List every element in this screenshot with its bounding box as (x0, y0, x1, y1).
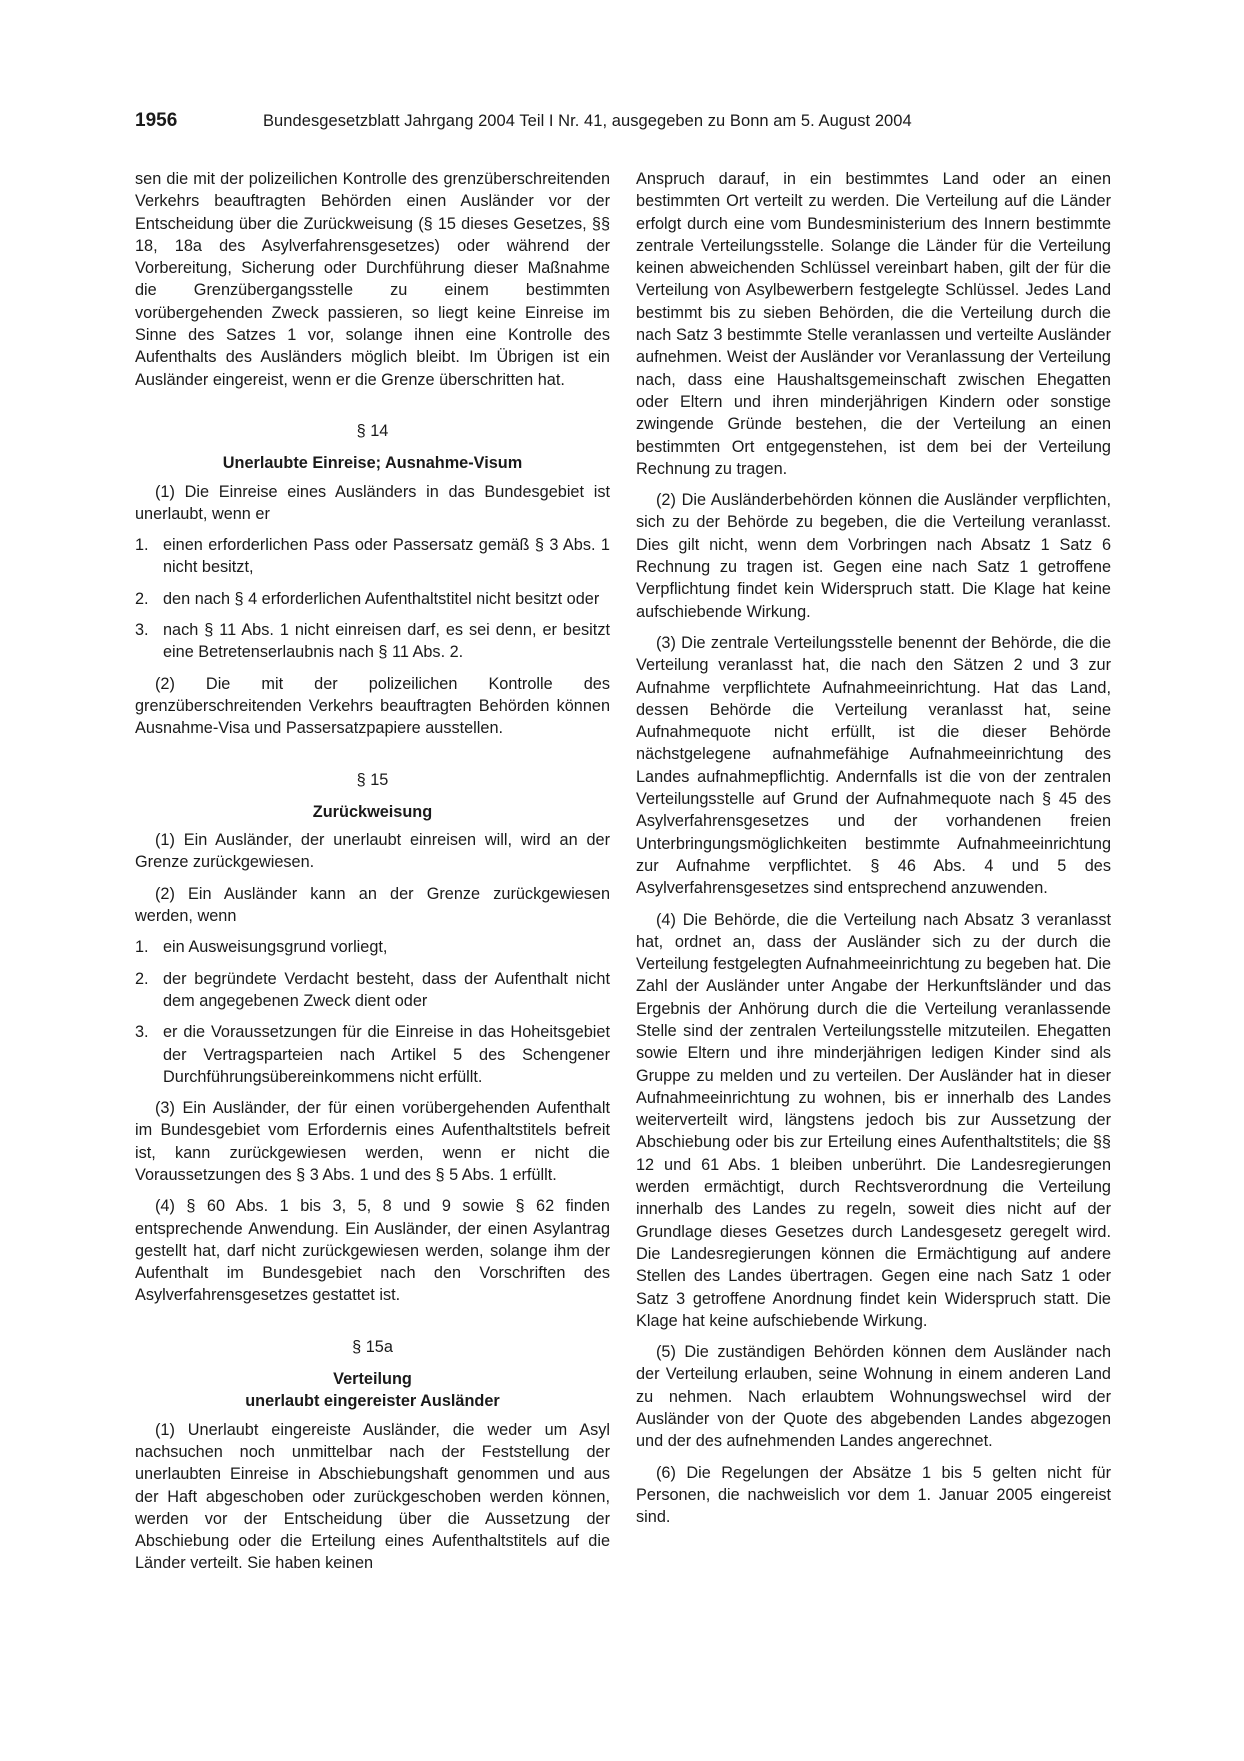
section-15-title: Zurückweisung (312, 802, 433, 821)
section-14-paragraph-2: (2) Die mit der polizeilichen Kontrolle des grenzüberschreitenden Verkehrs beauftragten Behörden können Ausnahme-Visa und Passersatzpapiere ausstellen. (135, 674, 610, 738)
intro-paragraph: sen die mit der polizeilichen Kontrolle des grenzüberschreitenden Verkehrs beauftragten Behörden einen Ausländer vor der Entscheidung über die Zurückweisung (§ 15 dieses Gesetzes, §§ 18, 18a des Asylverfahrensgesetzes) oder während der Vorbereitung, Sicherung oder Durchführung dieser Maßnahme die Grenzübergangsstelle zu einem bestimmten vorübergehenden Zweck passieren, so liegt keine Einreise im Sinne des Satzes 1 vor, solange ihnen eine Kontrolle des Aufenthalts des Ausländers möglich bleibt. Im Übrigen ist ein Ausländer eingereist, wenn er die Grenze überschritten hat. (135, 170, 610, 389)
page-header (135, 110, 995, 138)
section-14-list (135, 534, 610, 663)
section-14-paragraph-1: (1) Die Einreise eines Ausländers in das Bundesgebiet ist unerlaubt, wenn er (135, 482, 610, 523)
section-15a-number: § 15a (352, 1337, 393, 1356)
left-column (135, 168, 610, 1584)
list-item: 1. ein Ausweisungsgrund vorliegt, (135, 938, 388, 957)
list-item: 3. nach § 11 Abs. 1 nicht einreisen darf, es sei denn, er besitzt eine Betretenserlaubnis nach § 11 Abs. 2. (135, 621, 610, 662)
right-column (636, 168, 1111, 1538)
list-item: 3. er die Voraussetzungen für die Einreise in das Hoheitsgebiet der Vertragsparteien nach Artikel 5 des Schengener Durchführungsübereinkommens nicht erfüllt. (135, 1023, 610, 1086)
section-15a-paragraph-4: (4) Die Behörde, die die Verteilung nach Absatz 3 veranlasst hat, ordnet an, dass der Ausländer sich zu der durch die Verteilung festgelegten Aufnahmeeinrichtung zu begeben hat. Die Zahl der Ausländer unter Angabe der Herkunftsländer und das Ergebnis der Anhörung durch die die Verteilung veranlassende Stelle sind der zentralen Verteilungsstelle mitzuteilen. Ehegatten sowie Eltern und ihre minderjährigen ledigen Kinder sind als Gruppe zu melden und zu verteilen. Der Ausländer hat in dieser Aufnahmeeinrichtung zu wohnen, bis er innerhalb des Landes weiterverteilt wird, längstens jedoch bis zur Aussetzung der Abschiebung oder bis zur Erteilung eines Aufenthaltstitels; die §§ 12 und 61 Abs. 1 bleiben unberührt. Die Landesregierungen werden ermächtigt, durch Rechtsverordnung die Verteilung innerhalb des Landes zu regeln, soweit dies nicht auf der Grundlage dieses Gesetzes durch Landesgesetz geregelt wird. Die Landesregierungen können die Ermächtigung auf andere Stellen des Landes übertragen. Gegen eine nach Satz 1 oder Satz 3 getroffene Anordnung findet kein Widerspruch statt. Die Klage hat keine aufschiebende Wirkung. (636, 910, 1111, 1330)
section-15-paragraph-3: (3) Ein Ausländer, der für einen vorübergehenden Aufenthalt im Bundesgebiet vom Erfordernis eines Aufenthaltstitels befreit ist, kann zurückgewiesen werden, wenn er nicht die Voraussetzungen des § 3 Abs. 1 und des § 5 Abs. 1 erfüllt. (135, 1099, 610, 1184)
list-item: 2. den nach § 4 erforderlichen Aufenthaltstitel nicht besitzt oder (135, 589, 600, 608)
section-15-list (135, 936, 610, 1088)
section-15-paragraph-1: (1) Ein Ausländer, der unerlaubt einreisen will, wird an der Grenze zurückgewiesen. (135, 831, 610, 872)
page-number: 1956 (135, 110, 178, 131)
section-15a-paragraph-3: (3) Die zentrale Verteilungsstelle benennt der Behörde, die die Verteilung veranlasst hat, die nach den Sätzen 2 und 3 zur Aufnahme verpflichtete Aufnahmeeinrichtung. Hat das Land, dessen Behörde die Verteilung veranlasst hat, seine Aufnahmequote nicht erfüllt, ist die dieser Behörde nächstgelegene aufnahmefähige Aufnahmeeinrichtung des Landes aufnahmepflichtig. Andernfalls ist die von der zentralen Verteilungsstelle auf Grund der Aufnahmequote nach § 45 des Asylverfahrensgesetzes und der vorhandenen freien Unterbringungsmöglichkeiten bestimmte Aufnahmeeinrichtung zur Aufnahme verpflichtet. § 46 Abs. 4 und 5 des Asylverfahrensgesetzes sind entsprechend anzuwenden. (636, 633, 1111, 898)
section-15-paragraph-4: (4) § 60 Abs. 1 bis 3, 5, 8 und 9 sowie § 62 finden entsprechende Anwendung. Ein Ausländer, der einen Asylantrag gestellt hat, darf nicht zurückgewiesen werden, solange ihm der Aufenthalt im Bundesgebiet nach den Vorschriften des Asylverfahrensgesetzes gestattet ist. (135, 1197, 610, 1305)
list-item: 2. der begründete Verdacht besteht, dass der Aufenthalt nicht dem angegebenen Zweck dient oder (135, 969, 610, 1010)
section-15a-paragraph-1: (1) Unerlaubt eingereiste Ausländer, die weder um Asyl nachsuchen noch unmittelbar nach der Feststellung der unerlaubten Einreise in Abschiebungshaft genommen und aus der Haft abgeschoben oder zurückgeschoben werden können, werden vor der Entscheidung über die Aussetzung der Abschiebung oder die Erteilung eines Aufenthaltstitels auf die Länder verteilt. Sie haben keinen (135, 1420, 610, 1573)
list-item: 1. einen erforderlichen Pass oder Passersatz gemäß § 3 Abs. 1 nicht besitzt, (135, 536, 610, 577)
section-15a-title-line-2: unerlaubt eingereister Ausländer (245, 1392, 500, 1411)
section-14-number: § 14 (356, 421, 389, 440)
section-15a-paragraph-5: (5) Die zuständigen Behörden können dem Ausländer nach der Verteilung erlauben, seine Wohnung in einem anderen Land zu nehmen. Nach erlaubtem Wohnungswechsel wird der Ausländer von der Quote des abgebenden Landes abgezogen und der des aufnehmenden Landes angerechnet. (636, 1343, 1111, 1451)
section-14-title: Unerlaubte Einreise; Ausnahme-Visum (222, 454, 523, 473)
section-15-paragraph-2: (2) Ein Ausländer kann an der Grenze zurückgewiesen werden, wenn (135, 884, 610, 926)
section-15a-paragraph-6: (6) Die Regelungen der Absätze 1 bis 5 gelten nicht für Personen, die nachweislich vor dem 1. Januar 2005 eingereist sind. (636, 1463, 1111, 1527)
section-15-number: § 15 (356, 770, 389, 789)
header-title: Bundesgesetzblatt Jahrgang 2004 Teil I Nr. 41, ausgegeben zu Bonn am 5. August 2004 (263, 112, 912, 130)
section-15a-paragraph-1-continued: Anspruch darauf, in ein bestimmtes Land oder an einen bestimmten Ort verteilt zu werden. Die Verteilung auf die Länder erfolgt durch eine vom Bundesministerium des Innern bestimmte zentrale Verteilungsstelle. Solange die Länder für die Verteilung keinen abweichenden Schlüssel vereinbart haben, gilt der für die Verteilung von Asylbewerbern festgelegte Schlüssel. Jedes Land bestimmt bis zu sieben Behörden, die die Verteilung durch die nach Satz 3 bestimmte Stelle veranlassen und verteilte Ausländer aufnehmen. Weist der Ausländer vor Veranlassung der Verteilung nach, dass eine Haushaltsgemeinschaft zwischen Ehegatten oder Eltern und ihren minderjährigen Kindern oder sonstige zwingende Gründe bestehen, die der Verteilung an einen bestimmten Ort entgegenstehen, ist dem bei der Verteilung Rechnung zu tragen. (636, 170, 1111, 478)
section-15a-paragraph-2: (2) Die Ausländerbehörden können die Ausländer verpflichten, sich zu der Behörde zu begeben, die die Verteilung veranlasst. Dies gilt nicht, wenn dem Vorbringen nach Absatz 1 Satz 6 Rechnung zu tragen ist. Gegen eine nach Satz 1 getroffene Verpflichtung findet kein Widerspruch statt. Die Klage hat keine aufschiebende Wirkung. (636, 491, 1111, 621)
section-15a-title-line-1: Verteilung (333, 1370, 412, 1389)
